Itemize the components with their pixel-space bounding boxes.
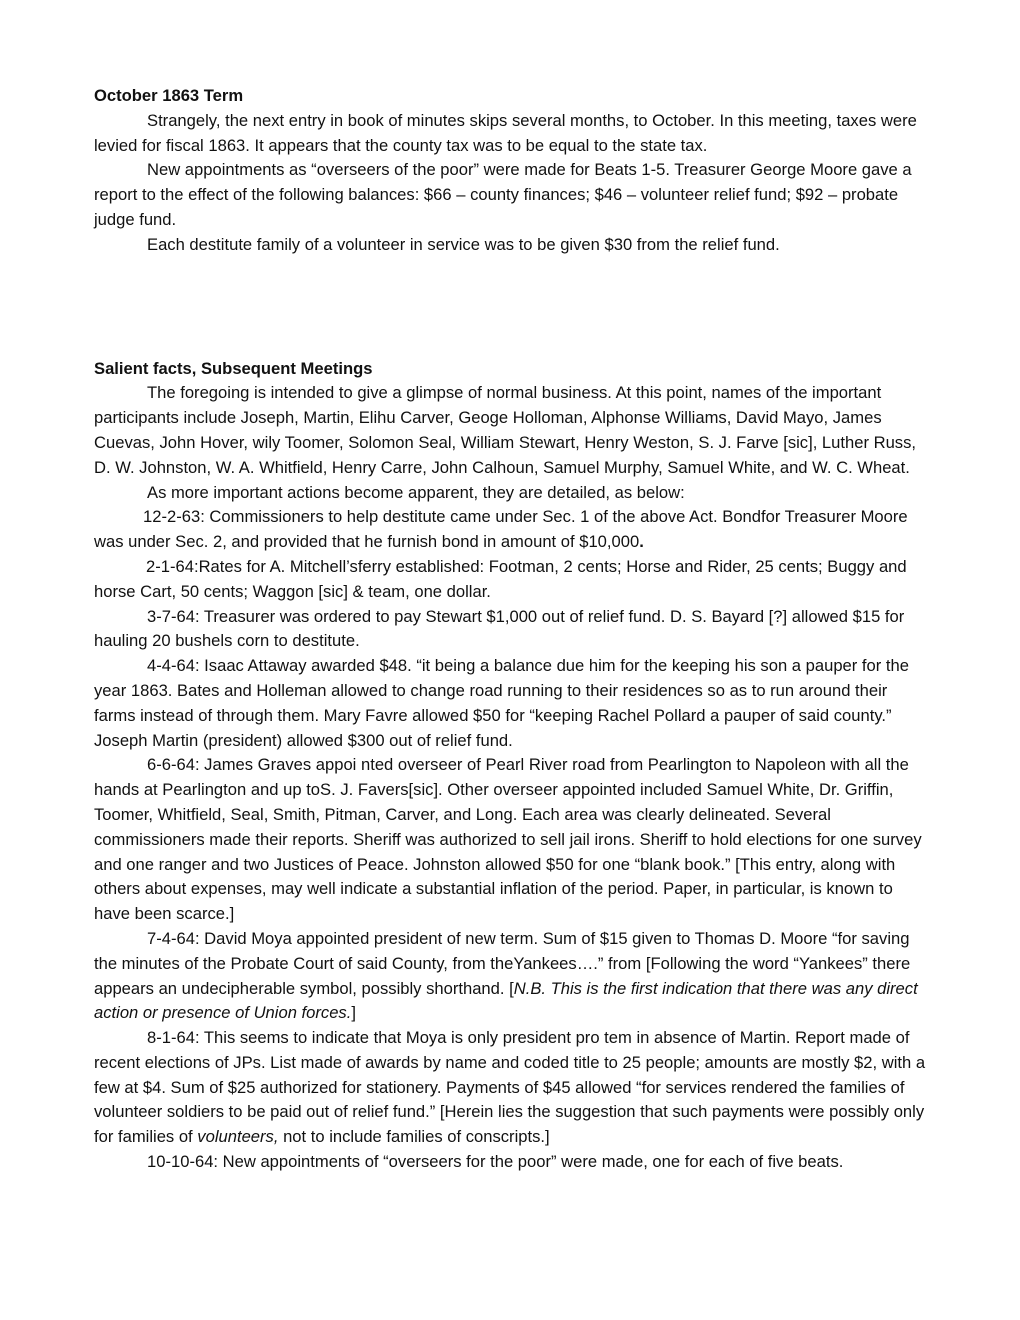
entry-7-4-64-italic-note: N.B. This is the first indication that there was any direct action or presence of Union forces. bbox=[94, 978, 918, 1023]
entry-8-1-64 bbox=[94, 1026, 930, 1150]
entry-10-10-64: 10-10-64: New appointments of “overseers for the poor” were made, one for each of five beats. bbox=[147, 1152, 844, 1172]
entry-8-1-64-close: not to include families of conscripts.] bbox=[278, 1127, 550, 1147]
entry-6-6-64: 6-6-64: James Graves appoi nted overseer of Pearl River road from Pearlington to Napoleon with all the hands at Pearlington and up toS. J. Favers[sic]. Other overseer appointed included Samuel White, Dr. Griffin, Toomer, Whitfield, Seal, Smith, Pitman, Carver, and Long. Each area was clearly delineated. Several commissioners made their reports. Sheriff was authorized to sell jail irons. Sheriff to hold elections for one survey and one ranger and two Justices of Peace. Johnston allowed $50 for one “blank book.” [This entry, along with others about expenses, may well indicate a substantial inflation of the period. Paper, in particular, is known to have been scarce.] bbox=[94, 755, 922, 924]
paragraph-taxes-levied: Strangely, the next entry in book of minutes skips several months, to October. In this meeting, taxes were levied for fiscal 1863. It appears that the county tax was to be equal to the state tax. bbox=[94, 110, 917, 155]
entry-12-2-63 bbox=[94, 505, 930, 555]
section-heading-salient-facts: Salient facts, Subsequent Meetings bbox=[94, 358, 373, 378]
section-spacer bbox=[94, 258, 930, 357]
entry-2-1-64: 2-1-64:Rates for A. Mitchell’sferry established: Footman, 2 cents; Horse and Rider, 25 cents; Buggy and horse Cart, 50 cents; Waggon [sic] & team, one dollar. bbox=[94, 556, 907, 601]
paragraph-actions-intro: As more important actions become apparent, they are detailed, as below: bbox=[147, 482, 685, 502]
entry-12-2-63-text: 12-2-63: Commissioners to help destitute came under Sec. 1 of the above Act. Bondfor Treasurer Moore was under Sec. 2, and provided that he furnish bond in amount of $10,000 bbox=[94, 507, 908, 552]
entry-7-4-64-text: 7-4-64: David Moya appointed president of new term. Sum of $15 given to Thomas D. Moore “for saving the minutes of the Probate Court of said County, from theYankees….” from [Following the word “Yankees” there appears an undecipherable symbol, possibly shorthand. [ bbox=[94, 928, 911, 998]
entry-12-2-63-period: . bbox=[639, 532, 644, 552]
paragraph-participants: The foregoing is intended to give a glimpse of normal business. At this point, names of the important participants include Joseph, Martin, Elihu Carver, Geoge Holloman, Alphonse Williams, David Mayo, James Cuevas, John Hover, wily Toomer, Solomon Seal, William Stewart, Henry Weston, S. J. Farve [sic], Luther Russ, D. W. Johnston, W. A. Whitfield, Henry Carre, John Calhoun, Samuel Murphy, Samuel White, and W. C. Wheat. bbox=[94, 383, 917, 477]
entry-8-1-64-text: 8-1-64: This seems to indicate that Moya is only president pro tem in absence of Martin. Report made of recent elections of JPs. List made of awards by name and coded title to 25 people; amounts are mostly $2, with a few at $4. Sum of $25 authorized for stationery. Payments of $45 allowed “for services rendered the families of volunteer soldiers to be paid out of relief fund.” [Herein lies the suggestion that such payments were possibly only for families of bbox=[94, 1028, 926, 1147]
document-page bbox=[94, 84, 930, 1175]
entry-3-7-64: 3-7-64: Treasurer was ordered to pay Stewart $1,000 out of relief fund. D. S. Bayard [?] allowed $15 for hauling 20 bushels corn to destitute. bbox=[94, 606, 905, 651]
entry-4-4-64: 4-4-64: Isaac Attaway awarded $48. “it being a balance due him for the keeping his son a pauper for the year 1863. Bates and Holleman allowed to change road running to their residences so as to run around their farms instead of through them. Mary Favre allowed $50 for “keeping Rachel Pollard a pauper of said county.” Joseph Martin (president) allowed $300 out of relief fund. bbox=[94, 656, 909, 750]
entry-7-4-64-close: ] bbox=[351, 1003, 356, 1023]
section-heading-october-1863: October 1863 Term bbox=[94, 86, 244, 105]
entry-7-4-64 bbox=[94, 927, 930, 1026]
paragraph-overseers-appointments: New appointments as “overseers of the poor” were made for Beats 1-5. Treasurer George Moore gave a report to the effect of the following balances: $66 – county finances; $46 – volunteer relief fund; $92 – probate judge fund. bbox=[94, 160, 912, 229]
paragraph-destitute-families: Each destitute family of a volunteer in service was to be given $30 from the relief fund. bbox=[147, 234, 780, 254]
entry-8-1-64-italic-word: volunteers, bbox=[197, 1127, 279, 1147]
